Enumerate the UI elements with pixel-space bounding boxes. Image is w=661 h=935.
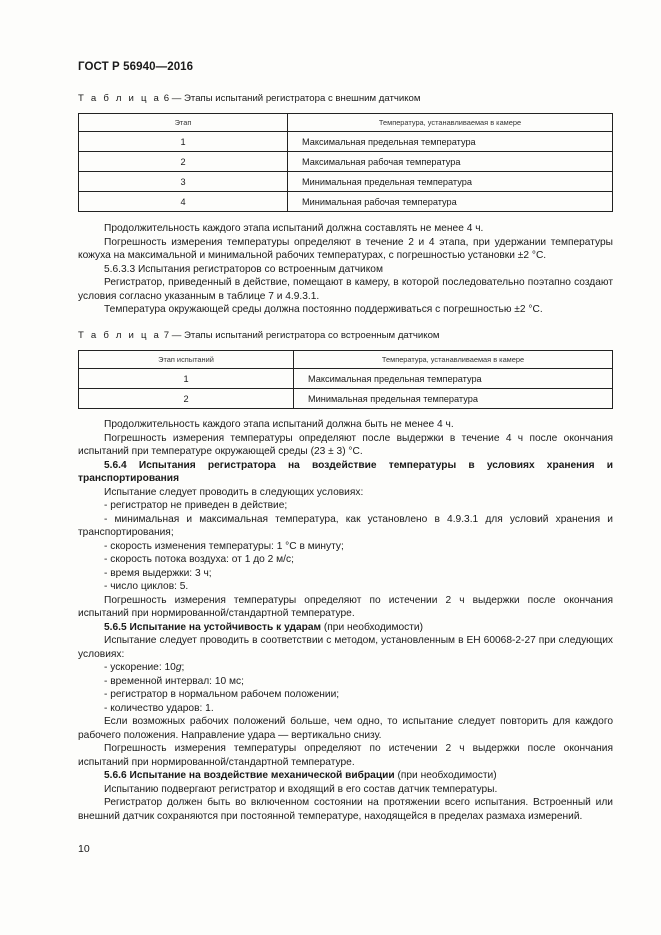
list-item: - скорость потока воздуха: от 1 до 2 м/с;: [104, 554, 294, 565]
table6-cell-temp: Минимальная рабочая температура: [288, 192, 613, 212]
paragraph: Регистратор, приведенный в действие, помещают в камеру, в которой последовательно поэтапно создают условия согласно указанным в таблице 7 и 4.9.3.1.: [78, 277, 613, 302]
list-item: - регистратор не приведен в действие;: [104, 500, 288, 511]
paragraph: Погрешность измерения температуры определяют по истечении 2 ч выдержки после окончания испытаний при нормированной/стандартной температуре.: [78, 594, 613, 619]
page-number: 10: [78, 843, 90, 855]
paragraph: Погрешность измерения температуры определяют по истечении 2 ч выдержки после окончания испытаний при нормированной/стандартной температуре.: [78, 743, 613, 768]
paragraph: Продолжительность каждого этапа испытаний должна составлять не менее 4 ч.: [104, 223, 484, 234]
table6: [78, 113, 613, 212]
table-row: [79, 389, 613, 409]
paragraph: Погрешность измерения температуры определяют после выдержки в течение 4 ч после окончания испытаний при температуре окружающей среды (23 ± 3) °С.: [78, 432, 613, 457]
table7-header-stage: Этап испытаний: [79, 351, 294, 369]
table7: [78, 350, 613, 409]
table7-header-temp: Температура, устанавливаемая в камере: [294, 351, 613, 369]
section-5-6-4: [78, 459, 613, 486]
table7-cell-stage: 2: [79, 389, 294, 409]
list-item: - число циклов: 5.: [104, 581, 189, 592]
table-row: [79, 192, 613, 212]
list-item: - регистратор в нормальном рабочем положении;: [104, 689, 340, 700]
table-row: [79, 152, 613, 172]
list-item-unit: g: [175, 662, 182, 673]
table6-cell-temp: Максимальная рабочая температура: [288, 152, 613, 172]
table6-header-stage: Этап: [79, 114, 288, 132]
text-block-2: [78, 418, 613, 823]
paragraph: Испытание следует проводить в соответствии с методом, установленным в ЕН 60068-2-27 при следующих условиях:: [78, 635, 613, 660]
table6-cell-temp: Максимальная предельная температура: [288, 132, 613, 152]
section-number: 5.6.6: [104, 770, 127, 781]
list-item: [78, 661, 613, 675]
table6-header-row: [79, 114, 613, 132]
paragraph: Если возможных рабочих положений больше, чем одно, то испытание следует повторить для каждого рабочего положения. Направление удара — вертикально снизу.: [78, 716, 613, 741]
table6-cell-stage: 3: [79, 172, 288, 192]
section-number: 5.6.4: [104, 459, 127, 471]
section-note: (при необходимости): [323, 621, 424, 633]
list-item: - минимальная и максимальная температура, как установлено в 4.9.3.1 для условий хранения и транспортирования;: [78, 513, 613, 538]
table7-cell-temp: Минимальная предельная температура: [294, 389, 613, 409]
list-item-text: - ускорение: 10: [104, 662, 176, 673]
table6-cell-stage: 1: [79, 132, 288, 152]
section-5-6-5: [78, 621, 613, 635]
table-row: [79, 369, 613, 389]
section-title: Испытание на воздействие механической вибрации: [129, 770, 395, 781]
paragraph: Регистратор должен быть во включенном состоянии на протяжении всего испытания. Встроенный или внешний датчик сохраняются при постоянной температуре, находящейся в пределах размаха измерений.: [78, 797, 613, 822]
paragraph: Погрешность измерения температуры определяют в течение 2 и 4 этапа, при удержании температуры кожуха на максимальной и минимальной рабочих температурах, с погрешностью установки ±2 °С.: [78, 236, 613, 261]
table6-cell-stage: 2: [79, 152, 288, 172]
table-row: [79, 132, 613, 152]
table6-caption: [78, 93, 421, 104]
paragraph: Испытанию подвергают регистратор и входящий в его состав датчик температуры.: [104, 783, 498, 795]
table6-header-temp: Температура, устанавливаемая в камере: [288, 114, 613, 132]
section-note: (при необходимости): [397, 770, 497, 781]
list-item: - время выдержки: 3 ч;: [104, 567, 212, 579]
text-block-1: [78, 222, 613, 317]
table6-caption-text: 6 — Этапы испытаний регистратора с внешним датчиком: [163, 93, 421, 104]
section-title: Испытание на устойчивость к ударам: [129, 621, 322, 633]
paragraph: Продолжительность каждого этапа испытаний должна быть не менее 4 ч.: [104, 419, 454, 430]
paragraph: Температура окружающей среды должна постоянно поддерживаться с погрешностью ±2 °С.: [104, 304, 543, 315]
list-item: - скорость изменения температуры: 1 °С в минуту;: [104, 540, 344, 552]
table7-caption-word: Т а б л и ц а: [78, 330, 162, 341]
table7-header-row: [79, 351, 613, 369]
document-header: ГОСТ Р 56940—2016: [78, 61, 194, 73]
section-title: Испытания регистратора на воздействие температуры в условиях хранения и транспортирования: [78, 459, 613, 484]
table7-cell-stage: 1: [79, 369, 294, 389]
table7-cell-temp: Максимальная предельная температура: [294, 369, 613, 389]
table7-caption: [78, 330, 440, 341]
table6-caption-word: Т а б л и ц а: [78, 93, 162, 104]
list-item: - временной интервал: 10 мс;: [104, 675, 244, 687]
table7-caption-text: 7 — Этапы испытаний регистратора со встроенным датчиком: [163, 330, 440, 341]
section-number: 5.6.5: [104, 621, 127, 633]
section-heading: 5.6.3.3 Испытания регистраторов со встроенным датчиком: [104, 263, 383, 275]
paragraph: Испытание следует проводить в следующих условиях:: [104, 486, 364, 498]
list-item: - количество ударов: 1.: [104, 702, 214, 714]
table-row: [79, 172, 613, 192]
table6-cell-stage: 4: [79, 192, 288, 212]
list-item-end: ;: [181, 662, 185, 673]
table6-cell-temp: Минимальная предельная температура: [288, 172, 613, 192]
section-5-6-6: [78, 769, 613, 783]
